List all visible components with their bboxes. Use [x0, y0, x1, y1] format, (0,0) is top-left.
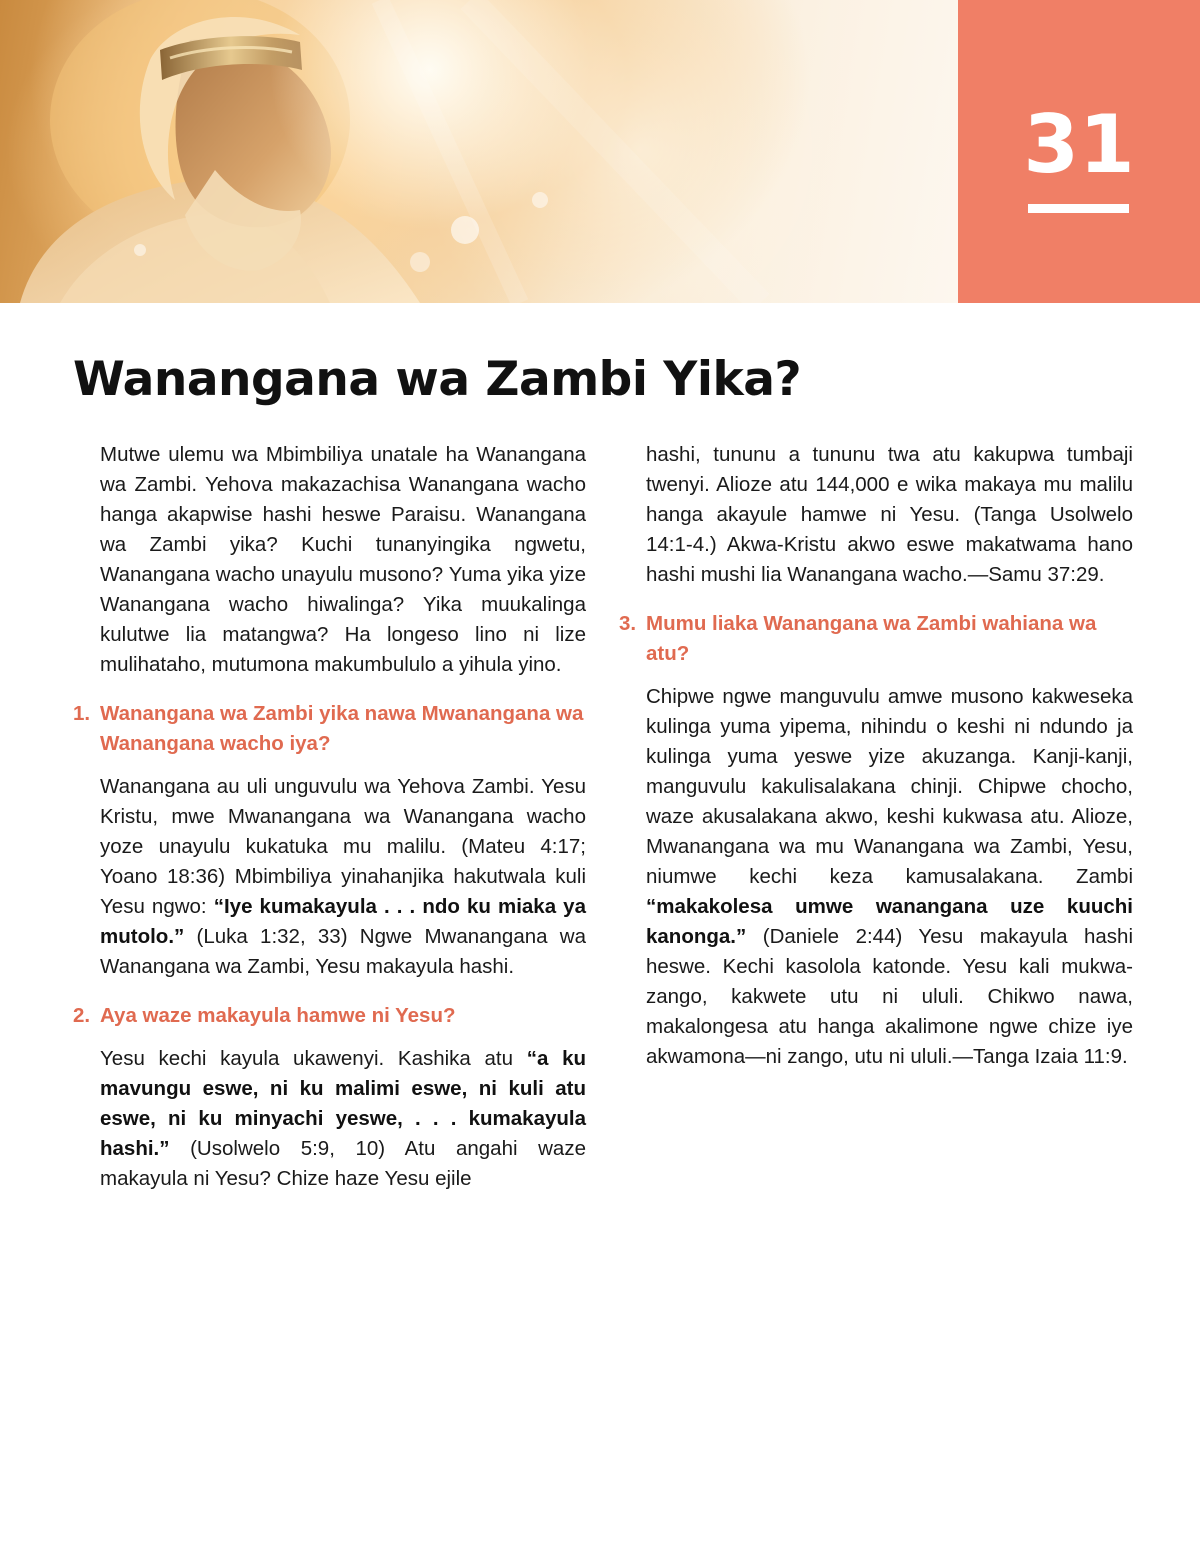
- question-text: Mumu liaka Wanangana wa Zambi wahiana wa atu?: [646, 612, 1097, 665]
- section-2-paragraph-part-1: [100, 1044, 586, 1194]
- text-run: Chipwe ngwe manguvulu amwe musono kakweseka kulinga yuma yipema, nihindu o keshi ni ndundo ja kulinga yuma yeswe yize akuzanga. Kanji-kanji, manguvulu kakulisalakana chinji. Chipwe chocho, waze akusalakana akwo, keshi kukwasa atu. Alioze, Mwanangana wa mu Wanangana wa Zambi, Yesu, niumwe kechi keza kamusalakana. Zambi: [646, 685, 1133, 888]
- section-question-2: [73, 1001, 586, 1031]
- right-column: [619, 440, 1133, 1072]
- scripture-quote: “Iye kumakayula . . . ndo ku miaka ya mutolo.”: [100, 895, 586, 948]
- text-run: (Usolwelo 5:9, 10) Atu angahi waze makayula ni Yesu? Chize haze Yesu ejile: [100, 1137, 586, 1190]
- question-text: Aya waze makayula hamwe ni Yesu?: [100, 1004, 456, 1027]
- section-question-3: [619, 609, 1133, 669]
- question-number: 1.: [73, 702, 91, 725]
- section-3-paragraph: [646, 682, 1133, 1072]
- section-2-paragraph-part-2: [646, 440, 1133, 590]
- chapter-banner-image: [0, 0, 958, 303]
- page-title: Wanangana wa Zambi Yika?: [73, 352, 802, 407]
- section-1-paragraph: [100, 772, 586, 982]
- text-run: (Luka 1:32, 33) Ngwe Mwanangana wa Wanangana wa Zambi, Yesu makayula hashi.: [100, 925, 586, 978]
- text-run: hashi, tununu a tununu twa atu kakupwa tumbaji twenyi. Alioze atu 144,000 e wika makaya mu malilu hanga akayule hamwe ni Yesu. (Tanga Usolwelo 14:1-4.) Akwa-Kristu akwo eswe makatwama hano hashi mushi lia Wanangana wacho.—Samu 37:29.: [646, 443, 1133, 586]
- question-number: 3.: [619, 612, 637, 635]
- section-question-1: [73, 699, 586, 759]
- chapter-number: 31: [1023, 98, 1135, 191]
- chapter-number-box: [958, 0, 1200, 303]
- scripture-quote: “makakolesa umwe wanangana uze kuuchi kanonga.”: [646, 895, 1133, 948]
- text-run: Wanangana au uli unguvulu wa Yehova Zambi. Yesu Kristu, mwe Mwanangana wa Wanangana wacho yoze unayulu kukatuka mu malilu. (Mateu 4:17; Yoano 18:36) Mbimbiliya yinahanjika hakutwala kuli Yesu ngwo:: [100, 775, 586, 918]
- text-run: Yesu kechi kayula ukawenyi. Kashika atu: [100, 1047, 527, 1070]
- left-column: [73, 440, 586, 1194]
- intro-paragraph: Mutwe ulemu wa Mbimbiliya unatale ha Wanangana wa Zambi. Yehova makazachisa Wanangana wacho hanga akapwise hashi heswe Paraisu. Wanangana wa Zambi yika? Kuchi tunanyingika ngwetu, Wanangana wacho unayulu musono? Yuma yika yize Wanangana wacho hiwalinga? Yika muukalinga kulutwe lia matangwa? Ha longeso lino ni lize mulihataho, mutumona makumbululo a yihula yino.: [100, 443, 586, 676]
- scripture-quote: “a ku mavungu eswe, ni ku malimi eswe, ni kuli atu eswe, ni ku minyachi yeswe, . . . kumakayula hashi.”: [100, 1047, 586, 1160]
- question-text: Wanangana wa Zambi yika nawa Mwanangana wa Wanangana wacho iya?: [100, 702, 584, 755]
- text-run: (Daniele 2:44) Yesu makayula hashi heswe. Kechi kasolola katonde. Yesu kali mukwa-zango, kakwete utu ni ululi. Chikwo nawa, makalongesa atu hanga akalimone ngwe chize iye akwamona—ni zango, utu ni ululi.—Tanga Izaia 11:9.: [646, 925, 1133, 1068]
- king-illustration: [0, 0, 958, 303]
- chapter-number-underline: [1028, 204, 1129, 213]
- question-number: 2.: [73, 1004, 91, 1027]
